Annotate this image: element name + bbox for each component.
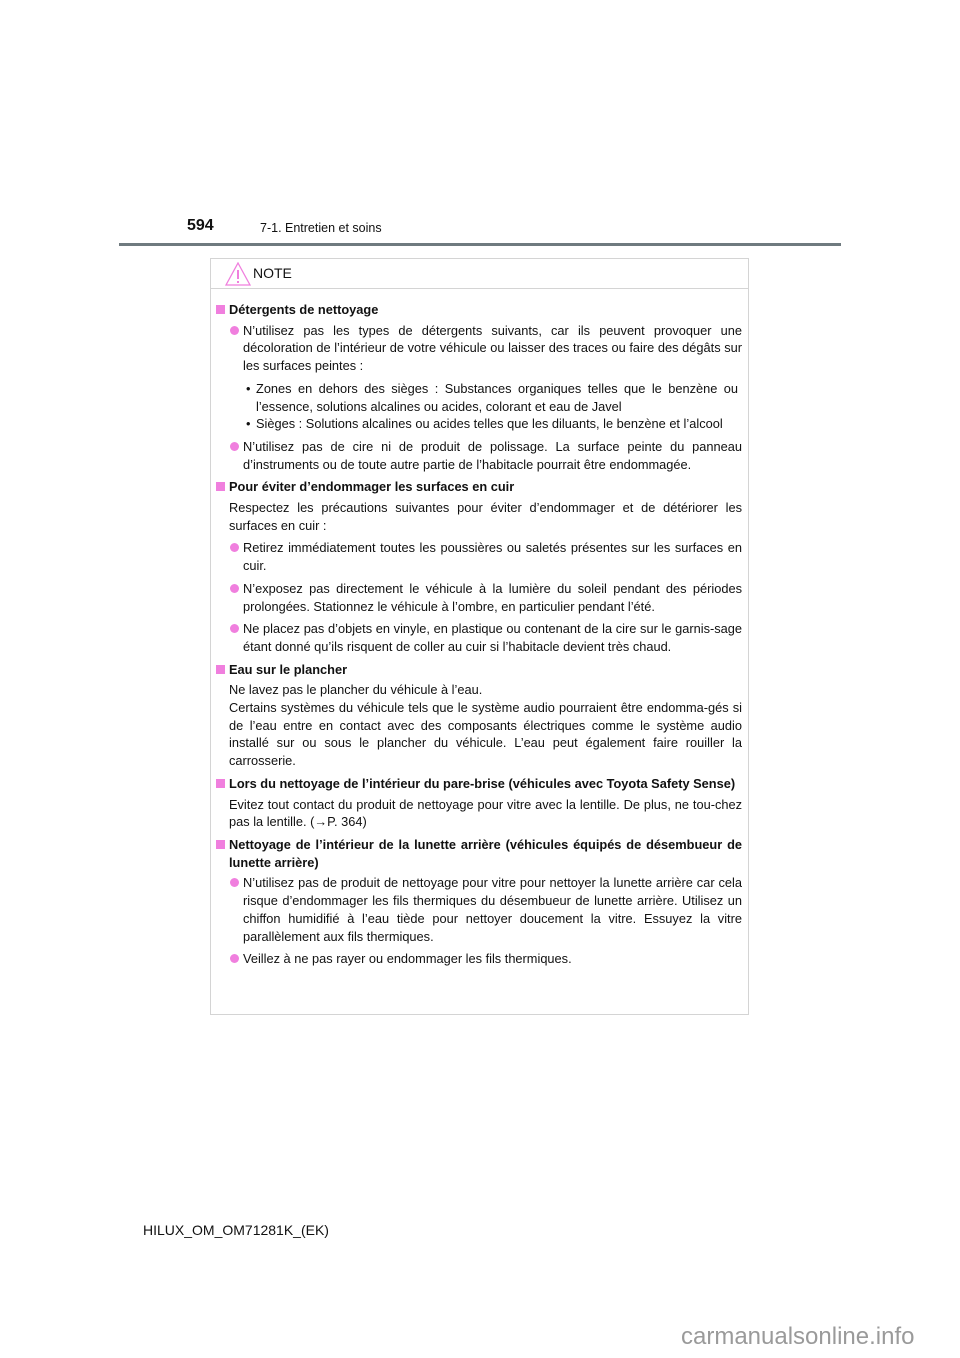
- warning-triangle-icon: [225, 262, 251, 286]
- section-heading: Pour éviter d’endommager les surfaces en cuir: [216, 478, 742, 496]
- watermark: carmanualsonline.info: [681, 1323, 915, 1350]
- paragraph: Respectez les précautions suivantes pour éviter d’endommager et de détériorer les surfaces en cuir :: [229, 500, 742, 533]
- document-code: HILUX_OM_OM71281K_(EK): [143, 1222, 329, 1238]
- section-heading: Nettoyage de l’intérieur de la lunette arrière (véhicules équipés de désembueur de lunette arrière): [216, 836, 742, 871]
- bullet-item: Ne placez pas d’objets en vinyle, en plastique ou contenant de la cire sur le garnis-sage étant donné qu’ils risquent de coller au cuir si l’habitacle devient très chaud.: [216, 620, 742, 655]
- note-body: [211, 289, 748, 968]
- note-title: NOTE: [253, 265, 292, 281]
- bullet-item: N’utilisez pas de cire ni de produit de polissage. La surface peinte du panneau d’instruments ou de toute autre partie de l’habitacle pourrait être endommagée.: [216, 438, 742, 473]
- section-heading: Lors du nettoyage de l’intérieur du pare-brise (véhicules avec Toyota Safety Sense): [216, 775, 742, 793]
- sub-item: • Zones en dehors des sièges : Substances organiques telles que le benzène ou l’essence, solutions alcalines ou acides, colorant et eau de Javel: [216, 380, 742, 415]
- bullet-item: N’utilisez pas de produit de nettoyage pour vitre pour nettoyer la lunette arrière car cela risque d’endommager les fils thermiques du désembueur de lunette arrière. Utilisez un chiffon humidifié à l’eau tiède pour nettoyer doucement la vitre. Essuyez la vitre parallèlement aux fils thermiques.: [216, 874, 742, 945]
- page-number: 594: [187, 217, 214, 234]
- sub-item: • Sièges : Solutions alcalines ou acides telles que les diluants, le benzène et l’alcool: [216, 415, 742, 433]
- note-box: [210, 258, 749, 1015]
- header-rule: [119, 243, 841, 246]
- bullet-item: Veillez à ne pas rayer ou endommager les fils thermiques.: [216, 950, 742, 968]
- paragraph: Certains systèmes du véhicule tels que le système audio pourraient être endomma-gés si de l’eau entre en contact avec des composants électriques comme le système audio installé sur ou sous le plancher du véhicule. L’eau peut également faire rouiller la carrosserie.: [229, 700, 742, 769]
- section-heading: Détergents de nettoyage: [216, 301, 742, 319]
- note-header: [211, 259, 748, 289]
- bullet-item: Retirez immédiatement toutes les poussières ou saletés présentes sur les surfaces en cuir.: [216, 539, 742, 574]
- sub-list: [216, 380, 742, 433]
- section-title: 7-1. Entretien et soins: [260, 221, 382, 235]
- bullet-item: N’utilisez pas les types de détergents suivants, car ils peuvent provoquer une décoloration de l’intérieur de votre véhicule ou laisser des traces ou faire des dégâts sur les surfaces peintes :: [216, 322, 742, 375]
- paragraph: Ne lavez pas le plancher du véhicule à l’eau.: [229, 682, 483, 698]
- bullet-item: N’exposez pas directement le véhicule à la lumière du soleil pendant des périodes prolongées. Stationnez le véhicule à l’ombre, en particulier pendant l’été.: [216, 580, 742, 615]
- section-heading: Eau sur le plancher: [216, 661, 742, 679]
- paragraph: Evitez tout contact du produit de nettoyage pour vitre avec la lentille. De plus, ne tou-chez pas la lentille. (→P. 364): [229, 796, 742, 830]
